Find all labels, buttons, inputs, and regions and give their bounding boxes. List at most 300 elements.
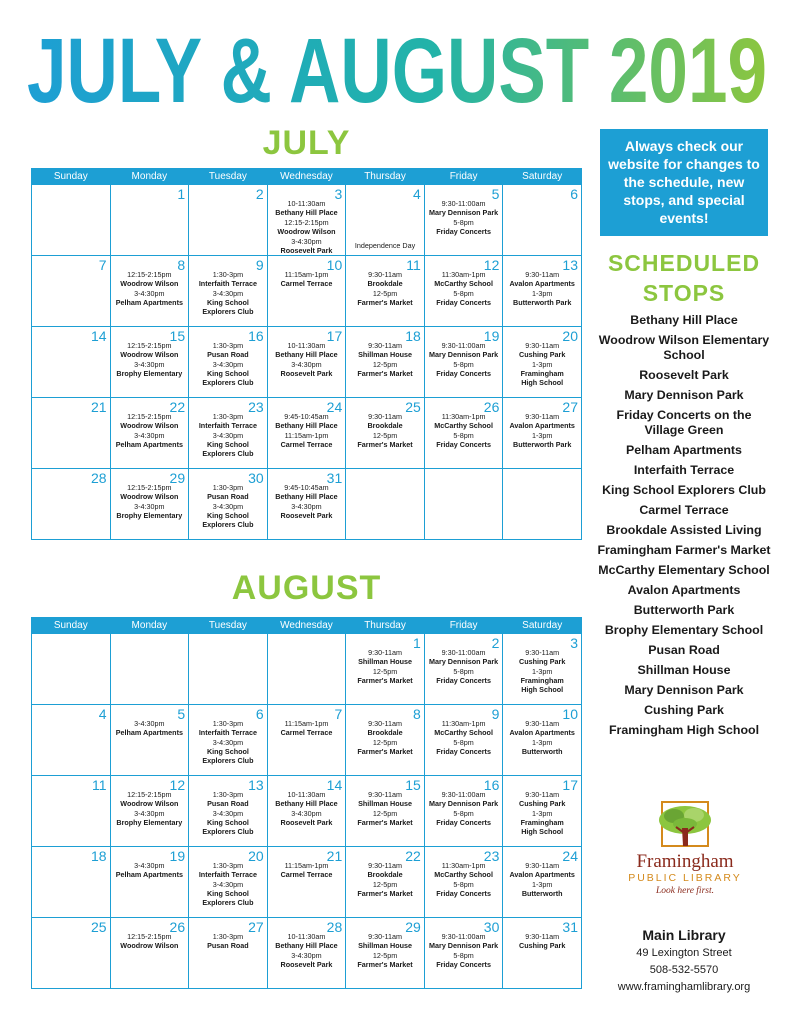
event-time: 5-8pm xyxy=(453,360,474,369)
day-events xyxy=(346,341,424,379)
event-place: Pusan Road xyxy=(207,350,249,359)
calendar-day-cell xyxy=(267,256,346,327)
day-events xyxy=(189,861,267,908)
day-events xyxy=(425,719,503,757)
day-number: 28 xyxy=(90,470,107,486)
library-tagline: Look here first. xyxy=(656,886,714,896)
calendar-day-cell xyxy=(503,847,582,918)
day-number: 13 xyxy=(562,257,578,273)
event-place: Farmer's Market xyxy=(357,818,413,827)
day-number: 25 xyxy=(405,399,421,415)
weekday-wednesday: Wednesday xyxy=(267,169,346,185)
event-time: 12:15-2:15pm xyxy=(127,790,172,799)
day-events xyxy=(346,790,424,828)
event-time: 5-8pm xyxy=(453,218,474,227)
event-time: 9:45-10:45am xyxy=(284,412,329,421)
event-place: Farmer's Market xyxy=(357,298,413,307)
event-place: Roosevelt Park xyxy=(280,369,333,378)
calendar-day-cell xyxy=(32,847,111,918)
calendar-day-cell xyxy=(424,327,503,398)
day-number: 24 xyxy=(326,399,343,415)
event-time: 9:30-11am xyxy=(525,270,560,279)
day-events xyxy=(189,270,267,317)
calendar-day-cell xyxy=(346,918,425,989)
calendar-day-cell xyxy=(110,847,189,918)
day-number: 6 xyxy=(255,706,264,722)
event-time: 1:30-3pm xyxy=(212,861,244,870)
calendar-day-cell xyxy=(503,185,582,256)
day-number: 27 xyxy=(248,919,264,935)
event-place: Framingham High School xyxy=(520,369,564,387)
event-time: 1:30-3pm xyxy=(212,341,244,350)
event-place: McCarthy School xyxy=(434,279,493,288)
day-events xyxy=(425,270,503,308)
day-number: 1 xyxy=(413,635,421,651)
event-time: 1-3pm xyxy=(532,289,553,298)
event-time: 12:15-2:15pm xyxy=(127,270,172,279)
event-place: Shillman House xyxy=(358,799,412,808)
day-events xyxy=(189,719,267,766)
calendar-day-cell xyxy=(503,634,582,705)
day-events xyxy=(425,648,503,686)
day-events xyxy=(346,412,424,450)
day-number: 5 xyxy=(177,706,186,722)
day-events xyxy=(111,861,189,880)
event-time: 3-4:30pm xyxy=(212,809,244,818)
day-events xyxy=(268,483,346,521)
calendar-day-cell xyxy=(32,469,111,540)
weekday-friday: Friday xyxy=(424,169,503,185)
day-events xyxy=(189,341,267,388)
event-place: Interfaith Terrace xyxy=(198,728,257,737)
stop-item: Cushing Park xyxy=(644,703,724,717)
event-time: 9:30-11:00am xyxy=(441,341,486,350)
stop-item: Mary Dennison Park xyxy=(624,683,744,697)
event-time: 1:30-3pm xyxy=(212,719,244,728)
day-number: 20 xyxy=(248,848,264,864)
stop-item: Butterworth Park xyxy=(633,603,735,617)
event-place: Pelham Apartments xyxy=(115,728,183,737)
weekday-thursday: Thursday xyxy=(346,169,425,185)
event-time: 5-8pm xyxy=(453,880,474,889)
calendar-empty-cell xyxy=(503,469,582,540)
event-time: 12-5pm xyxy=(372,809,398,818)
event-place: Avalon Apartments xyxy=(509,279,575,288)
event-time: 3-4:30pm xyxy=(291,809,322,818)
calendar-day-cell xyxy=(503,256,582,327)
day-number: 16 xyxy=(483,777,500,793)
day-number: 15 xyxy=(169,328,186,344)
event-place: Mary Dennison Park xyxy=(429,799,499,808)
event-place: Friday Concerts xyxy=(436,298,491,307)
event-time: 12:15-2:15pm xyxy=(127,341,172,350)
day-number: 14 xyxy=(90,328,107,344)
calendar-day-cell xyxy=(189,469,268,540)
day-events xyxy=(268,199,346,256)
day-events xyxy=(189,932,267,951)
day-number: 11 xyxy=(406,257,421,273)
event-place: Interfaith Terrace xyxy=(198,421,257,430)
event-place: Friday Concerts xyxy=(436,227,491,236)
day-events xyxy=(346,861,424,899)
day-number: 11 xyxy=(92,777,107,793)
stop-item: Shillman House xyxy=(637,663,731,677)
event-place: King School Explorers Club xyxy=(202,818,254,836)
calendar-day-cell xyxy=(346,634,425,705)
day-number: 29 xyxy=(169,470,186,486)
event-time: 9:30-11am xyxy=(368,932,402,941)
event-time: 11:30am-1pm xyxy=(441,719,486,728)
event-time: 1-3pm xyxy=(532,360,553,369)
event-place: King School Explorers Club xyxy=(202,889,254,907)
day-number: 26 xyxy=(483,399,500,415)
event-time: 3-4:30pm xyxy=(291,951,322,960)
calendar-day-cell xyxy=(110,256,189,327)
event-place: Interfaith Terrace xyxy=(198,279,257,288)
calendar-day-cell xyxy=(110,469,189,540)
day-events xyxy=(503,648,581,695)
event-place: Cushing Park xyxy=(519,799,566,808)
event-place: Mary Dennison Park xyxy=(429,208,499,217)
event-time: 3-4:30pm xyxy=(134,861,165,870)
stop-item: Framingham High School xyxy=(608,723,760,737)
event-time: 9:30-11am xyxy=(368,341,402,350)
calendar-day-cell xyxy=(346,776,425,847)
contact-block xyxy=(594,926,774,996)
day-number: 9 xyxy=(255,257,264,273)
event-place: McCarthy School xyxy=(434,421,493,430)
event-place: Pusan Road xyxy=(207,941,249,950)
stop-item: Brophy Elementary School xyxy=(604,623,764,637)
event-time: 9:30-11:00am xyxy=(441,932,486,941)
event-place: Cushing Park xyxy=(519,941,566,950)
stop-item: Roosevelt Park xyxy=(639,368,729,382)
calendar-day-cell xyxy=(32,256,111,327)
event-time: 9:30-11am xyxy=(368,861,402,870)
day-number: 26 xyxy=(169,919,186,935)
contact-website[interactable]: www.framinghamlibrary.org xyxy=(617,981,751,993)
day-events xyxy=(189,790,267,837)
day-events xyxy=(111,412,189,450)
stops-title-line1: SCHEDULED xyxy=(607,250,761,276)
event-time: 12:15-2:15pm xyxy=(127,932,172,941)
event-place: Woodrow Wilson xyxy=(120,799,179,808)
event-time: 1-3pm xyxy=(532,738,553,747)
day-number: 8 xyxy=(413,706,421,722)
event-time: 3-4:30pm xyxy=(134,289,165,298)
day-number: 2 xyxy=(491,635,500,651)
calendar-day-cell xyxy=(503,776,582,847)
day-events xyxy=(503,270,581,308)
event-place: Shillman House xyxy=(358,657,412,666)
day-number: 25 xyxy=(90,919,107,935)
event-place: King School Explorers Club xyxy=(202,511,254,529)
calendar-day-cell xyxy=(189,398,268,469)
day-events xyxy=(268,790,346,828)
calendar-day-cell xyxy=(503,918,582,989)
event-time: 11:15am-1pm xyxy=(284,719,329,728)
event-place: Mary Dennison Park xyxy=(429,350,499,359)
day-number: 29 xyxy=(405,919,421,935)
calendar-day-cell xyxy=(110,776,189,847)
weekday-monday: Monday xyxy=(110,618,189,634)
event-time: 11:15am-1pm xyxy=(284,431,329,440)
day-number: 28 xyxy=(326,919,343,935)
event-place: Bethany Hill Place xyxy=(275,350,338,359)
event-place: King School Explorers Club xyxy=(202,440,254,458)
event-time: 12:15-2:15pm xyxy=(284,218,329,227)
event-time: 1-3pm xyxy=(532,431,553,440)
event-time: 3-4:30pm xyxy=(212,360,244,369)
day-events xyxy=(346,719,424,757)
event-place: Friday Concerts xyxy=(436,747,491,756)
event-place: Butterworth Park xyxy=(513,298,572,307)
calendar-day-cell xyxy=(110,918,189,989)
event-time: 5-8pm xyxy=(453,738,474,747)
day-events xyxy=(425,932,503,970)
calendar-week-row xyxy=(32,469,582,540)
library-subtitle: PUBLIC LIBRARY xyxy=(628,872,742,884)
calendar-day-cell xyxy=(189,705,268,776)
day-number: 6 xyxy=(570,186,578,202)
calendar-day-cell xyxy=(424,776,503,847)
day-events xyxy=(111,270,189,308)
day-events xyxy=(111,932,189,951)
day-number: 17 xyxy=(326,328,343,344)
event-place: King School Explorers Club xyxy=(202,369,254,387)
event-time: 1:30-3pm xyxy=(212,270,244,279)
calendar-week-row xyxy=(32,776,582,847)
event-place: King School Explorers Club xyxy=(202,747,254,765)
event-time: 9:30-11am xyxy=(525,790,560,799)
event-place: Woodrow Wilson xyxy=(277,227,336,236)
weekday-header-row xyxy=(32,618,582,634)
day-number: 24 xyxy=(562,848,578,864)
day-events xyxy=(503,861,581,899)
stop-item: Friday Concerts on the Village Green xyxy=(616,408,752,437)
event-time: 9:30-11am xyxy=(368,790,402,799)
event-time: 9:30-11am xyxy=(525,719,560,728)
calendar-day-cell xyxy=(110,327,189,398)
calendar-day-cell xyxy=(424,634,503,705)
event-place: Friday Concerts xyxy=(436,369,491,378)
day-number: 31 xyxy=(562,919,578,935)
tree-icon xyxy=(650,800,720,850)
weekday-monday: Monday xyxy=(110,169,189,185)
day-number: 21 xyxy=(326,848,343,864)
event-time: 3-4:30pm xyxy=(212,431,244,440)
stop-item: McCarthy Elementary School xyxy=(598,563,770,577)
event-time: 1:30-3pm xyxy=(212,790,244,799)
calendar-day-cell xyxy=(267,776,346,847)
stop-item: Pusan Road xyxy=(648,643,720,657)
scheduled-stops-title xyxy=(594,248,774,308)
july-title: JULY xyxy=(262,124,351,162)
event-time: 1:30-3pm xyxy=(212,412,244,421)
stop-item: King School Explorers Club xyxy=(602,483,766,497)
event-time: 3-4:30pm xyxy=(291,502,322,511)
event-time: 10-11:30am xyxy=(287,341,326,350)
event-place: Woodrow Wilson xyxy=(120,421,179,430)
event-place: Brophy Elementary xyxy=(116,369,183,378)
event-place: Brookdale xyxy=(367,728,403,737)
stop-item: Interfaith Terrace xyxy=(633,463,735,477)
event-time: 9:30-11:00am xyxy=(441,199,486,208)
calendar-day-cell xyxy=(346,705,425,776)
day-number: 22 xyxy=(169,399,186,415)
event-place: Carmel Terrace xyxy=(280,728,333,737)
day-events xyxy=(189,412,267,459)
day-events xyxy=(425,199,503,237)
event-time: 3-4:30pm xyxy=(134,360,165,369)
event-time: 12-5pm xyxy=(372,880,398,889)
event-time: 5-8pm xyxy=(453,289,474,298)
weekday-sunday: Sunday xyxy=(32,169,111,185)
calendar-day-cell xyxy=(346,327,425,398)
event-place: Woodrow Wilson xyxy=(120,279,179,288)
event-place: Brophy Elementary xyxy=(116,818,183,827)
event-time: 12-5pm xyxy=(372,667,398,676)
weekday-saturday: Saturday xyxy=(503,169,582,185)
contact-phone: 508-532-5570 xyxy=(649,964,719,976)
event-place: Brookdale xyxy=(367,421,403,430)
day-number: 9 xyxy=(491,706,500,722)
event-place: Bethany Hill Place xyxy=(275,941,338,950)
event-place: McCarthy School xyxy=(434,728,493,737)
calendar-day-cell xyxy=(424,705,503,776)
event-place: Woodrow Wilson xyxy=(120,350,179,359)
calendar-day-cell xyxy=(32,398,111,469)
event-time: 12-5pm xyxy=(372,951,398,960)
event-place: Friday Concerts xyxy=(436,440,491,449)
event-place: Butterworth xyxy=(521,747,563,756)
calendar-day-cell xyxy=(32,918,111,989)
calendar-day-cell xyxy=(189,776,268,847)
event-place: Butterworth Park xyxy=(513,440,572,449)
event-place: Farmer's Market xyxy=(357,747,413,756)
event-place: Pelham Apartments xyxy=(115,440,183,449)
day-events xyxy=(503,719,581,757)
calendar-day-cell xyxy=(503,327,582,398)
event-time: 11:30am-1pm xyxy=(441,270,486,279)
event-place: King School Explorers Club xyxy=(202,298,254,316)
august-calendar xyxy=(31,617,582,989)
event-time: 9:30-11am xyxy=(368,270,402,279)
event-time: 12:15-2:15pm xyxy=(127,483,172,492)
day-number: 2 xyxy=(255,186,264,202)
calendar-week-row xyxy=(32,847,582,918)
event-time: 9:30-11am xyxy=(368,412,402,421)
day-number: 19 xyxy=(169,848,186,864)
calendar-day-cell xyxy=(346,398,425,469)
event-time: 3-4:30pm xyxy=(134,502,165,511)
day-events xyxy=(111,719,189,738)
day-number: 12 xyxy=(483,257,500,273)
day-events xyxy=(425,412,503,450)
stop-item: Woodrow Wilson Elementary School xyxy=(598,333,770,362)
calendar-day-cell xyxy=(189,847,268,918)
calendar-empty-cell xyxy=(189,634,268,705)
weekday-saturday: Saturday xyxy=(503,618,582,634)
calendar-week-row xyxy=(32,918,582,989)
event-place: Pusan Road xyxy=(207,799,249,808)
library-logo xyxy=(620,800,750,910)
calendar-day-cell xyxy=(267,847,346,918)
event-place: Mary Dennison Park xyxy=(429,941,499,950)
event-place: Farmer's Market xyxy=(357,369,413,378)
day-number: 19 xyxy=(483,328,500,344)
calendar-week-row xyxy=(32,398,582,469)
day-number: 27 xyxy=(562,399,578,415)
calendar-week-row xyxy=(32,634,582,705)
event-time: 11:15am-1pm xyxy=(284,861,329,870)
day-number: 3 xyxy=(334,186,343,202)
day-number: 10 xyxy=(326,257,343,273)
day-number: 4 xyxy=(413,186,421,202)
day-number: 8 xyxy=(177,257,186,273)
calendar-day-cell xyxy=(503,398,582,469)
event-time: 3-4:30pm xyxy=(134,809,165,818)
day-number: 22 xyxy=(405,848,421,864)
event-time: 12-5pm xyxy=(372,738,398,747)
event-time: 9:30-11:00am xyxy=(441,648,486,657)
event-time: 9:30-11am xyxy=(368,648,402,657)
calendar-day-cell xyxy=(110,705,189,776)
day-number: 10 xyxy=(562,706,578,722)
calendar-day-cell xyxy=(32,705,111,776)
calendar-day-cell xyxy=(32,327,111,398)
day-events xyxy=(503,341,581,388)
calendar-day-cell xyxy=(267,398,346,469)
day-events xyxy=(189,483,267,530)
day-events xyxy=(268,719,346,738)
calendar-empty-cell xyxy=(32,634,111,705)
day-number: 12 xyxy=(169,777,186,793)
event-time: 10-11:30am xyxy=(287,199,326,208)
calendar-empty-cell xyxy=(424,469,503,540)
event-place: Framingham High School xyxy=(520,818,564,836)
weekday-tuesday: Tuesday xyxy=(189,169,268,185)
calendar-day-cell xyxy=(267,705,346,776)
event-time: 11:30am-1pm xyxy=(441,412,486,421)
calendar-empty-cell xyxy=(110,634,189,705)
day-number: 17 xyxy=(562,777,578,793)
event-time: 12:15-2:15pm xyxy=(127,412,172,421)
event-place: Friday Concerts xyxy=(436,676,491,685)
calendar-day-cell xyxy=(110,398,189,469)
event-place: Carmel Terrace xyxy=(280,279,333,288)
event-time: 9:30-11am xyxy=(525,412,560,421)
event-place: Avalon Apartments xyxy=(509,421,575,430)
library-name: Framingham xyxy=(636,851,734,872)
event-time: 3-4:30pm xyxy=(291,237,322,246)
stop-item: Framingham Farmer's Market xyxy=(597,543,771,557)
calendar-empty-cell xyxy=(267,634,346,705)
event-time: 1-3pm xyxy=(532,809,553,818)
event-place: Friday Concerts xyxy=(436,960,491,969)
day-events xyxy=(268,270,346,289)
calendar-day-cell xyxy=(110,185,189,256)
event-place: Bethany Hill Place xyxy=(275,208,338,217)
day-number: 15 xyxy=(405,777,421,793)
event-place: Farmer's Market xyxy=(357,440,413,449)
day-number: 21 xyxy=(90,399,107,415)
weekday-header-row xyxy=(32,169,582,185)
day-events xyxy=(268,341,346,379)
day-number: 23 xyxy=(248,399,264,415)
event-time: 10-11:30am xyxy=(287,932,326,941)
event-place: Shillman House xyxy=(358,941,412,950)
